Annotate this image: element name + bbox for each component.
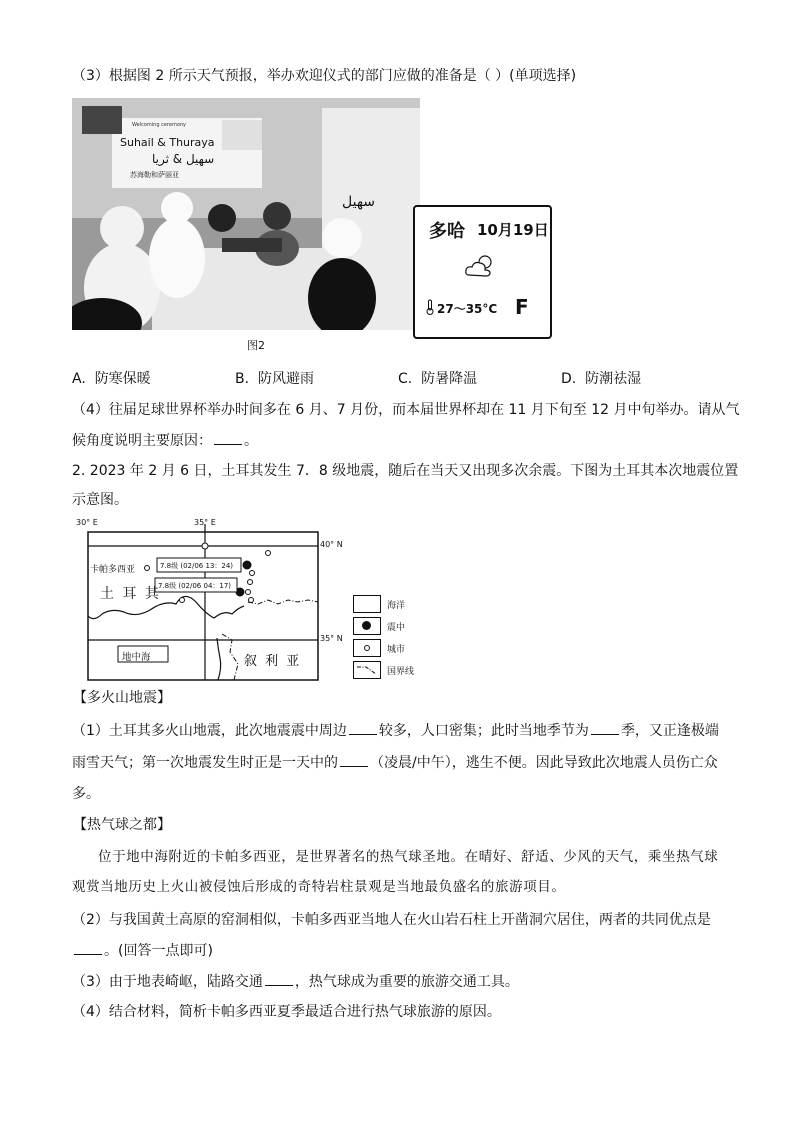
- epicenter-dot-icon: [362, 621, 371, 630]
- quake-2-label: 7.8级 (02/06 04：17): [158, 582, 232, 590]
- thermometer-icon: [425, 299, 435, 315]
- border-line-icon: [356, 665, 378, 675]
- answer-blank: [214, 430, 242, 445]
- banner-arabic: سهيل & ثريا: [152, 152, 215, 166]
- mediterranean-label: 地中海: [122, 652, 151, 663]
- syria-label: 叙 利 亚: [244, 654, 302, 669]
- longitude-35-label: 35° E: [194, 518, 216, 527]
- question-3-text: （3）根据图 2 所示天气预报，举办欢迎仪式的部门应做的准备是（ ）(单项选择): [72, 68, 577, 84]
- city-marker: [250, 571, 255, 576]
- option-d: D. 防潮祛湿: [561, 371, 642, 387]
- option-c: C. 防暑降温: [398, 371, 478, 387]
- partly-cloudy-icon: [463, 253, 499, 279]
- city-marker: [202, 543, 208, 549]
- weather-unit: F: [515, 295, 529, 319]
- section-2-question-2-line-1: （2）与我国黄土高原的窑洞相似，卡帕多西亚当地人在火山岩石柱上开凿洞穴居住，两者的共同优点是: [72, 912, 711, 928]
- longitude-30-label: 30° E: [76, 518, 98, 527]
- answer-blank: [591, 720, 619, 735]
- answer-blank: [340, 752, 368, 767]
- city-dot-icon: [364, 645, 370, 651]
- section-2-question-3: （3）由于地表崎岖，陆路交通 ，热气球成为重要的旅游交通工具。: [72, 971, 519, 992]
- legend-ocean-swatch: [353, 595, 381, 613]
- banner-english: Suhail & Thuraya: [120, 136, 215, 149]
- answer-blank: [74, 940, 102, 955]
- section-balloon-title: 【热气球之都】: [73, 817, 171, 833]
- weather-temp: 27～35°C: [437, 302, 498, 316]
- question-2-line-2: 示意图。: [72, 492, 128, 508]
- banner-chinese: 苏海勒和萨丽亚: [130, 171, 179, 179]
- map-legend: [353, 595, 433, 685]
- legend-ocean-label: 海洋: [387, 601, 406, 611]
- section-2-question-2-line-2: 。(回答一点即可): [72, 940, 213, 961]
- option-a: A. 防寒保暖: [72, 371, 151, 387]
- city-marker: [248, 580, 253, 585]
- answer-blank: [349, 720, 377, 735]
- city-marker: [180, 598, 185, 603]
- legend-epicenter-swatch: [353, 617, 381, 635]
- legend-border-swatch: [353, 661, 381, 679]
- city-marker: [249, 598, 254, 603]
- city-marker: [266, 551, 271, 556]
- section-volcano-title: 【多火山地震】: [73, 690, 171, 706]
- section-1-question-1-line-2: 雨雪天气；第一次地震发生时正是一天中的 （凌晨/中午），逃生不便。因此导致此次地震人员伤亡众: [72, 752, 718, 773]
- banner-small-text: Welcoming ceremony: [132, 122, 187, 128]
- material-line-2: 观赏当地历史上火山被侵蚀后形成的奇特岩柱景观是当地最负盛名的旅游项目。: [72, 879, 566, 895]
- ceremony-photo-drawing: [72, 98, 420, 330]
- question-4-line-2: 候角度说明主要原因： 。: [72, 430, 258, 451]
- question-2-line-1: 2. 2023 年 2 月 6 日，土耳其发生 7．8 级地震，随后在当天又出现多次余震。下图为土耳其本次地震位置: [72, 463, 739, 479]
- section-2-question-4: （4）结合材料，简析卡帕多西亚夏季最适合进行热气球旅游的原因。: [72, 1004, 501, 1020]
- quake-1-label: 7.8级 (02/06 13：24): [160, 562, 234, 570]
- city-marker: [145, 566, 150, 571]
- turkey-label: 土 耳 其: [100, 586, 161, 602]
- figure-2-caption: 图2: [247, 339, 265, 352]
- right-banner-arabic: سهيل: [342, 194, 376, 210]
- legend-city-label: 城市: [387, 645, 406, 655]
- legend-border-label: 国界线: [387, 667, 415, 677]
- question-4-line-1: （4）往届足球世界杯举办时间多在 6 月、7 月份，而本届世界杯却在 11 月下旬至 12 月中旬举办。请从气: [72, 402, 740, 418]
- answer-blank: [265, 971, 293, 986]
- city-marker: [246, 590, 251, 595]
- material-line-1: 位于地中海附近的卡帕多西亚，是世界著名的热气球圣地。在晴好、舒适、少风的天气，乘坐热气球: [98, 849, 719, 865]
- epicenter-marker: [243, 561, 252, 570]
- legend-city-swatch: [353, 639, 381, 657]
- ceremony-photo: [72, 98, 420, 330]
- weather-city: 多哈: [429, 221, 465, 242]
- latitude-35-label: 35° N: [320, 634, 343, 643]
- legend-epicenter-label: 震中: [387, 623, 406, 633]
- weather-forecast-card: [413, 205, 552, 339]
- option-b: B. 防风避雨: [235, 371, 314, 387]
- section-1-question-1-line-1: （1）土耳其多火山地震，此次地震震中周边 较多，人口密集；此时当地季节为 季，又正逢极端: [72, 720, 719, 741]
- latitude-40-label: 40° N: [320, 540, 343, 549]
- section-1-question-1-line-3: 多。: [72, 786, 100, 802]
- weather-date: 10月19日: [477, 221, 549, 239]
- cappadocia-label: 卡帕多西亚: [90, 565, 136, 575]
